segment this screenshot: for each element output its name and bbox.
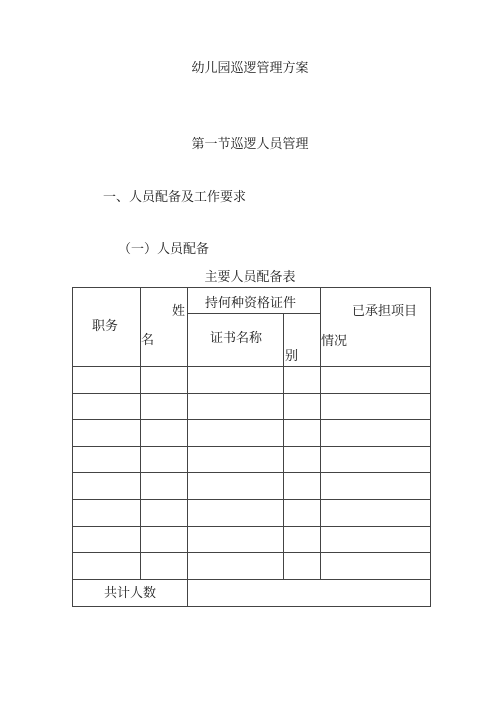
row-line: [72, 472, 431, 473]
col-line-cert: [283, 313, 284, 579]
col-line-position: [140, 287, 141, 579]
row-line: [72, 393, 431, 394]
heading-personnel-requirements: 一、人员配备及工作要求: [103, 190, 247, 205]
col-line-category: [320, 287, 321, 579]
document-title: 幼儿园巡逻管理方案: [191, 61, 309, 76]
row-line: [72, 446, 431, 447]
header-name-1: 姓: [172, 304, 186, 319]
table-border-bottom: [72, 606, 431, 607]
header-projects-1: 已承担项目: [352, 304, 418, 319]
header-category: 别: [285, 349, 299, 364]
header-position: 职务: [92, 319, 119, 334]
table-caption: 主要人员配备表: [204, 270, 296, 285]
heading-personnel-staffing: （一）人员配备: [118, 242, 210, 257]
row-line: [72, 552, 431, 553]
total-row-line: [72, 579, 431, 580]
row-line: [72, 499, 431, 500]
table-border-left: [72, 287, 73, 607]
header-projects-2: 情况: [321, 334, 348, 349]
qualification-divider: [187, 313, 320, 314]
header-bottom-line: [72, 366, 431, 367]
row-line: [72, 419, 431, 420]
header-cert-name: 证书名称: [210, 331, 263, 346]
table-border-right: [430, 287, 431, 607]
col-line-name: [187, 287, 188, 607]
table-border-top: [72, 287, 431, 288]
header-qualification: 持何种资格证件: [205, 296, 297, 311]
total-label: 共计人数: [104, 586, 157, 601]
header-name-2: 名: [141, 333, 155, 348]
section-title: 第一节巡逻人员管理: [191, 137, 309, 152]
row-line: [72, 526, 431, 527]
